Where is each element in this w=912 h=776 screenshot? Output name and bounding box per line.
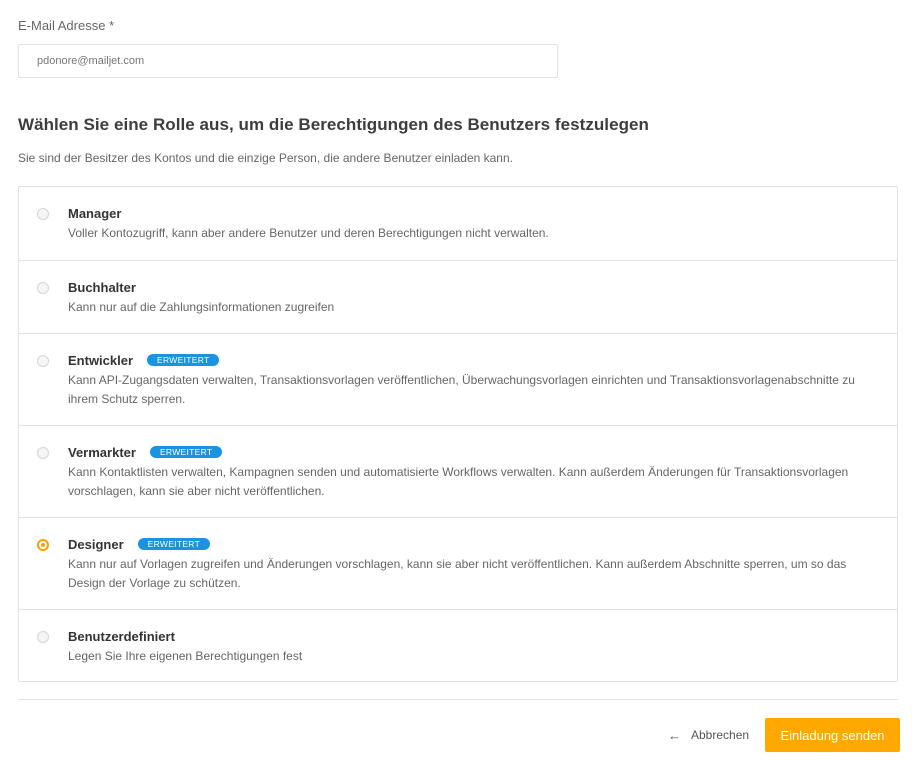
role-name: Designer	[68, 537, 124, 552]
cancel-button[interactable]	[668, 724, 749, 746]
role-radio-manager[interactable]	[37, 208, 49, 220]
email-label: E-Mail Adresse *	[18, 18, 115, 33]
role-option-benutzerdefiniert[interactable]	[19, 609, 897, 681]
role-name: Buchhalter	[68, 280, 136, 295]
email-input[interactable]	[18, 44, 558, 78]
roles-section-title: Wählen Sie eine Rolle aus, um die Berechtigungen des Benutzers festzulegen	[18, 115, 649, 134]
role-description: Kann Kontaktlisten verwalten, Kampagnen senden und automatisierte Workflows verwalten. Kann außerdem Änderungen für Transaktionsvorlagen vorschlagen, kann sie aber nicht veröffentlichen.	[68, 465, 849, 498]
role-list	[18, 186, 898, 682]
role-option-vermarkter[interactable]	[19, 425, 897, 517]
role-option-entwickler[interactable]	[19, 333, 897, 425]
arrow-left-icon: ←	[668, 727, 681, 743]
role-option-manager[interactable]	[19, 187, 897, 260]
role-radio-entwickler[interactable]	[37, 355, 49, 367]
role-radio-designer[interactable]	[37, 539, 49, 551]
role-description: Kann API-Zugangsdaten verwalten, Transaktionsvorlagen veröffentlichen, Überwachungsvorlagen einrichten und Transaktionsvorlagenabschnitte zu ihrem Schutz sperren.	[68, 373, 855, 406]
role-description: Kann nur auf die Zahlungsinformationen zugreifen	[68, 300, 335, 314]
role-radio-vermarkter[interactable]	[37, 447, 49, 459]
role-description: Voller Kontozugriff, kann aber andere Benutzer und deren Berechtigungen nicht verwalten.	[68, 226, 549, 240]
role-radio-buchhalter[interactable]	[37, 282, 49, 294]
role-name: Manager	[68, 206, 122, 221]
advanced-badge: ERWEITERT	[150, 446, 222, 458]
role-radio-benutzerdefiniert[interactable]	[37, 631, 49, 643]
role-option-designer[interactable]	[19, 517, 897, 609]
role-name: Benutzerdefiniert	[68, 629, 175, 644]
role-name: Vermarkter	[68, 445, 136, 460]
send-invitation-button[interactable]: Einladung senden	[765, 718, 900, 752]
roles-section-subtitle: Sie sind der Besitzer des Kontos und die einzige Person, die andere Benutzer einladen kann.	[18, 151, 513, 165]
role-option-buchhalter[interactable]	[19, 260, 897, 333]
advanced-badge: ERWEITERT	[147, 354, 219, 366]
role-name: Entwickler	[68, 353, 134, 368]
role-description: Kann nur auf Vorlagen zugreifen und Änderungen vorschlagen, kann sie aber nicht veröffentlichen. Kann außerdem Abschnitte sperren, um so das Design der Vorlage zu schützen.	[68, 557, 847, 590]
role-description: Legen Sie Ihre eigenen Berechtigungen fest	[68, 649, 303, 663]
advanced-badge: ERWEITERT	[138, 538, 210, 550]
footer-divider	[18, 699, 898, 700]
cancel-label: Abbrechen	[691, 728, 750, 742]
